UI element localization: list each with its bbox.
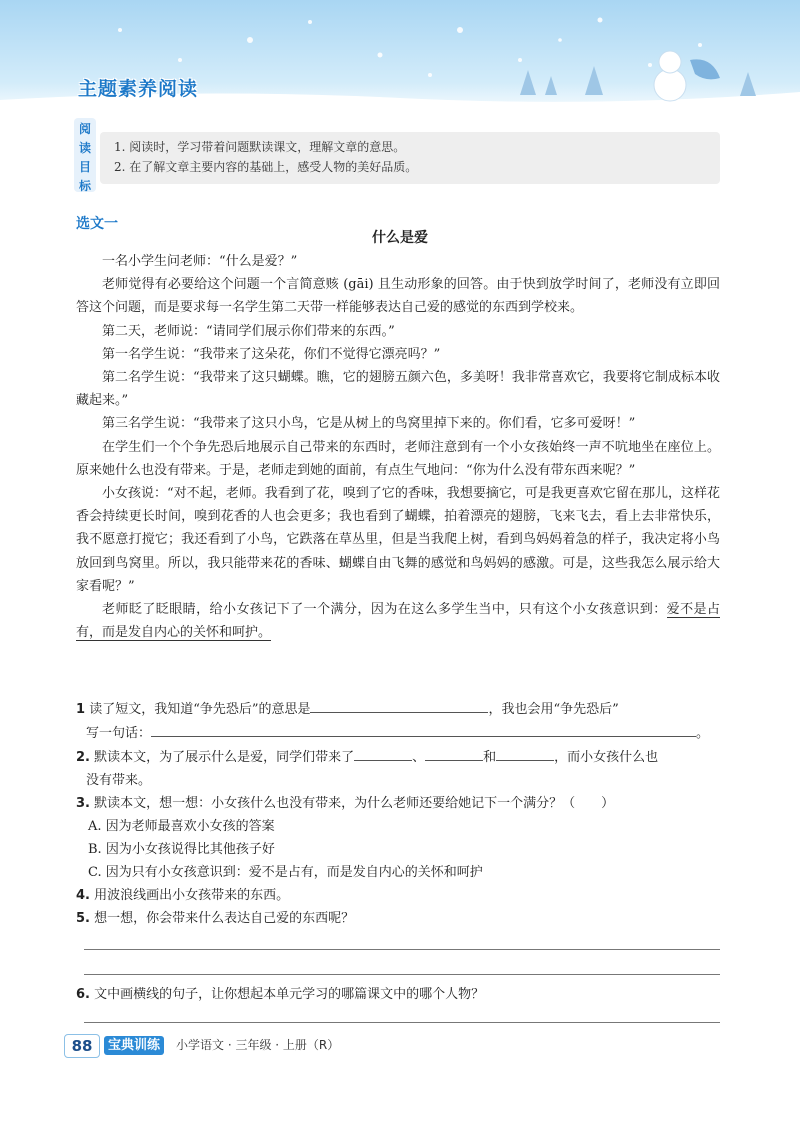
- question-number: 5.: [76, 911, 90, 926]
- option-a[interactable]: A. 因为老师最喜欢小女孩的答案: [88, 819, 275, 834]
- questions: [76, 697, 720, 930]
- answer-blank[interactable]: [354, 745, 412, 761]
- answer-blank[interactable]: [310, 697, 488, 713]
- question-text: 默读本文，想一想：小女孩什么也没有带来，为什么老师还要给她记下一个满分？（ ）: [94, 796, 615, 811]
- question-text: ，而小女孩什么也: [554, 750, 659, 765]
- answer-blank[interactable]: [425, 745, 483, 761]
- question-3: [76, 792, 720, 815]
- paragraph: 第一名学生说：“我带来了这朵花，你们不觉得它漂亮吗？”: [102, 346, 441, 362]
- page-footer: [64, 1034, 364, 1058]
- question-number: 1: [76, 702, 86, 717]
- paragraph: 一名小学生问老师：“什么是爱？”: [102, 254, 298, 269]
- page-number: 88: [64, 1034, 100, 1058]
- question-1-cont: [76, 721, 720, 745]
- option-b[interactable]: B. 因为小女孩说得比其他孩子好: [88, 842, 275, 857]
- reading-goals: [74, 118, 720, 194]
- question-number: 6.: [76, 987, 90, 1002]
- goals-tag-char: 标: [78, 179, 91, 193]
- question-text: 、: [412, 750, 426, 765]
- paragraph: 第二名学生说：“我带来了这只蝴蝶。瞧，它的翅膀五颜六色，多美呀！我非常喜欢它，我要将它制成标本收藏起来。”: [76, 370, 720, 409]
- goals-tag: [74, 118, 96, 192]
- question-4: [76, 884, 720, 907]
- question-number: 3.: [76, 796, 90, 811]
- passage-title: 什么是爱: [372, 230, 428, 246]
- option-c[interactable]: C. 因为只有小女孩意识到：爱不是占有，而是发自内心的关怀和呵护: [88, 865, 483, 880]
- question-2: [76, 745, 720, 769]
- question-1: [76, 697, 720, 721]
- question-number: 4.: [76, 888, 90, 903]
- answer-line[interactable]: [84, 974, 720, 975]
- paragraph-text: 老师眨了眨眼睛，给小女孩记下了一个满分，因为在这么多学生当中，只有这个小女孩意识到：: [102, 602, 667, 618]
- goals-tag-char: 目: [78, 160, 91, 174]
- paragraph: 小女孩说：“对不起，老师。我看到了花，嗅到了它的香味，我想要摘它，可是我更喜欢它留在那儿，这样花香会持续更长时间，嗅到花香的人也会更多；我也看到了蝴蝶，拍着漂亮的翅膀，飞来飞去，看上去非常快乐，我不愿意打搅它；我还看到了小鸟，它跌落在草丛里，但是当我爬上树，看到鸟妈妈着急的样子，我决定将小鸟放回到鸟窝里。所以，我只能带来花的香味、蝴蝶自由飞舞的感觉和鸟妈妈的感激。可是，这些我怎么展示给大家看呢？”: [76, 486, 720, 594]
- paragraph: [76, 598, 720, 644]
- section-title: 主题素养阅读: [78, 78, 199, 100]
- answer-blank[interactable]: [151, 721, 696, 737]
- question-text: 文中画横线的句子，让你想起本单元学习的哪篇课文中的哪个人物？: [94, 987, 485, 1002]
- passage-label: 选文一: [76, 216, 118, 232]
- question-5: [76, 907, 720, 930]
- paragraph: 老师觉得有必要给这个问题一个言简意赅 (gāi) 且生动形象的回答。由于快到放学时间了，老师没有立即回答这个问题，而是要求每一名学生第二天带一样能够表达自己爱的感觉的东西到学校来。: [76, 277, 720, 316]
- paragraph: 第二天，老师说：“请同学们展示你们带来的东西。”: [102, 323, 395, 339]
- goals-tag-char: 读: [78, 141, 91, 155]
- paragraph: 在学生们一个个争先恐后地展示自己带来的东西时，老师注意到有一个小女孩始终一声不吭地坐在座位上。原来她什么也没有带来。于是，老师走到她的面前，有点生气地问：“你为什么没有带东西来呢？”: [76, 439, 720, 478]
- question-6-block: [76, 983, 720, 1006]
- underlined-sentence: 爱不是占有，而是发自内心的关怀和呵护。: [76, 602, 720, 641]
- book-info: 小学语文 · 三年级 · 上册（R）: [176, 1038, 340, 1052]
- question-text: 默读本文，为了展示什么是爱，同学们带来了: [94, 750, 355, 765]
- goals-tag-char: 阅: [78, 122, 91, 136]
- brand-logo: 宝典训练: [104, 1036, 164, 1055]
- header-banner: [0, 0, 800, 118]
- question-text: ，我也会用“争先恐后”: [488, 702, 619, 717]
- question-text: 和: [483, 750, 497, 765]
- question-text: 用波浪线画出小女孩带来的东西。: [94, 888, 290, 903]
- question-number: 2.: [76, 750, 90, 765]
- goals-box: [100, 132, 720, 184]
- goal-item: 2. 在了解文章主要内容的基础上，感受人物的美好品质。: [114, 160, 418, 174]
- answer-line[interactable]: [84, 949, 720, 950]
- question-6: [76, 983, 720, 1006]
- question-text: 写一句话：: [86, 726, 152, 741]
- question-text: 。: [696, 726, 710, 741]
- paragraph: 第三名学生说：“我带来了这只小鸟，它是从树上的鸟窝里掉下来的。你们看，它多可爱呀！”: [102, 416, 636, 432]
- goal-item: 1. 阅读时，学习带着问题默读课文，理解文章的意思。: [114, 140, 406, 154]
- question-text: 读了短文，我知道“争先恐后”的意思是: [89, 702, 311, 717]
- question-2-cont: 没有带来。: [86, 773, 152, 788]
- answer-blank[interactable]: [496, 745, 554, 761]
- passage-body: [76, 250, 720, 644]
- answer-line[interactable]: [84, 1022, 720, 1023]
- question-text: 想一想，你会带来什么表达自己爱的东西呢？: [94, 911, 355, 926]
